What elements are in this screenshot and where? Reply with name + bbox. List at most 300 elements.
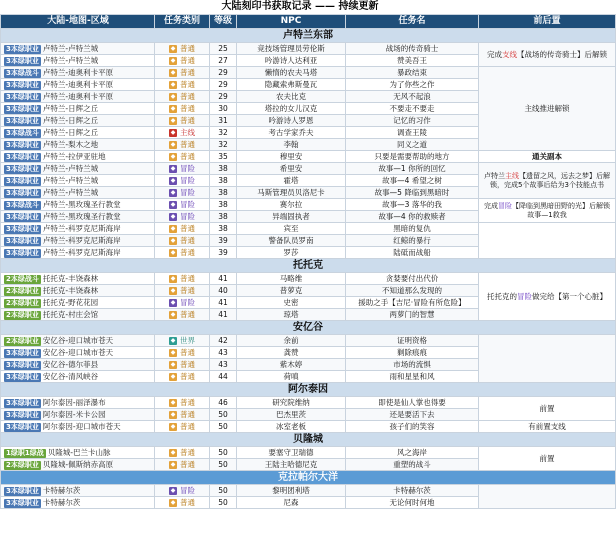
- type-adventure-icon: ◆: [170, 213, 176, 220]
- type-label: 普通: [180, 236, 195, 245]
- area-text: 安亿谷-德尔菲县: [42, 360, 99, 369]
- area-text: 阿尔泰因-迎口城市苍天: [42, 422, 121, 431]
- npc-cell: 吟游诗人达利亚: [237, 55, 346, 67]
- type-cell: [155, 309, 210, 321]
- type-cell: [155, 115, 210, 127]
- quest-cell: 只要是需要帮助的地方: [346, 151, 479, 163]
- records-table: [0, 14, 616, 509]
- npc-cell: 懒惰的农夫马塔: [237, 67, 346, 79]
- type-normal-icon: ◆: [170, 311, 176, 318]
- level-cell: 41: [210, 309, 237, 321]
- npc-cell: 琼塔: [237, 309, 346, 321]
- type-label: 普通: [180, 92, 195, 101]
- type-normal-icon: ◆: [170, 287, 176, 294]
- area-cell: [1, 67, 155, 79]
- level-cell: 41: [210, 273, 237, 285]
- pre-text: 前置: [539, 404, 555, 413]
- pre-text: 托托克的: [487, 292, 517, 301]
- book-count-badge: 2本绿职业: [6, 311, 39, 319]
- level-cell: 32: [210, 139, 237, 151]
- quest-cell: 不要走不要走: [346, 103, 479, 115]
- area-text: 卢特兰-梨木之地: [42, 140, 99, 149]
- quest-cell: 同义之道: [346, 139, 479, 151]
- table-row[interactable]: [1, 163, 616, 175]
- area-text: 卢特兰-黑玫瑰圣行教堂: [42, 212, 121, 221]
- pre-text: 做完给【第一个心脏】: [532, 292, 607, 301]
- type-cell: [155, 211, 210, 223]
- type-normal-icon: ◆: [170, 117, 176, 124]
- book-count-badge: 3本绿职业: [6, 361, 39, 369]
- book-count-badge: 3本绿战斗: [6, 129, 39, 137]
- header-pre: 前后置: [479, 15, 616, 29]
- area-text: 卢特兰-科罗克尼斯海岸: [42, 248, 121, 257]
- area-cell: [1, 359, 155, 371]
- quest-cell: 证明资格: [346, 335, 479, 347]
- area-cell: [1, 103, 155, 115]
- table-row[interactable]: [1, 447, 616, 459]
- quest-cell: 暴政结束: [346, 67, 479, 79]
- npc-cell: 异端固执者: [237, 211, 346, 223]
- level-cell: 31: [210, 115, 237, 127]
- level-cell: 42: [210, 335, 237, 347]
- area-text: 卢特兰-日辉之丘: [42, 116, 99, 125]
- book-count-badge: 3本绿职业: [6, 213, 39, 221]
- table-row[interactable]: [1, 485, 616, 497]
- level-cell: 40: [210, 285, 237, 297]
- book-count-badge: 3本绿职业: [6, 105, 39, 113]
- npc-cell: 穆里安: [237, 151, 346, 163]
- quest-cell: 即使是仙人掌也得要: [346, 397, 479, 409]
- type-cell: [155, 151, 210, 163]
- quest-cell: 故事—5 降临到黑暗时: [346, 187, 479, 199]
- pre-text: 【战场的传奇骑士】后解锁: [517, 50, 607, 59]
- pre-text: 完成: [487, 50, 502, 59]
- area-cell: [1, 79, 155, 91]
- type-normal-icon: ◆: [170, 69, 176, 76]
- npc-cell: 史密: [237, 297, 346, 309]
- book-count-badge: 3本绿职业: [6, 373, 39, 381]
- type-cell: [155, 139, 210, 151]
- quest-cell: 故事—3 落华的我: [346, 199, 479, 211]
- pre-cell: [479, 335, 616, 383]
- quest-cell: 故事—1 你所的回忆: [346, 163, 479, 175]
- type-normal-icon: ◆: [170, 399, 176, 406]
- area-text: 托托克-丰饶森林: [42, 274, 99, 283]
- type-label: 冒险: [180, 200, 195, 209]
- level-cell: 50: [210, 409, 237, 421]
- section-row-beilongcheng: [1, 433, 616, 447]
- header-npc: NPC: [237, 15, 346, 29]
- npc-cell: 希里安: [237, 163, 346, 175]
- npc-cell: 紫木婷: [237, 359, 346, 371]
- area-cell: [1, 199, 155, 211]
- quest-cell: 两萝门的智慧: [346, 309, 479, 321]
- npc-cell: 王陆主哈德尼克: [237, 459, 346, 471]
- type-label: 普通: [180, 310, 195, 319]
- type-normal-icon: ◆: [170, 349, 176, 356]
- area-cell: [1, 485, 155, 497]
- table-row[interactable]: [1, 43, 616, 55]
- quest-cell: 无风不起浪: [346, 91, 479, 103]
- pre-text: 【遗留之风，远去之梦】后解锁，完成5个故事后给为3个技能点书: [490, 171, 610, 189]
- book-count-badge: 1绿职1绿战: [6, 449, 44, 457]
- area-cell: [1, 335, 155, 347]
- type-cell: [155, 497, 210, 509]
- area-text: 卢特兰-日辉之丘: [42, 128, 99, 137]
- type-normal-icon: ◆: [170, 249, 176, 256]
- book-count-badge: 3本绿职业: [6, 349, 39, 357]
- area-text: 托托克-丰饶森林: [42, 286, 99, 295]
- quest-cell: 为了你些之作: [346, 79, 479, 91]
- area-text: 卢特兰-科罗克尼斯海岸: [42, 236, 121, 245]
- book-count-badge: 3本绿职业: [6, 141, 39, 149]
- book-count-badge: 2本绿职业: [6, 287, 39, 295]
- type-cell: [155, 459, 210, 471]
- area-text: 托托克-村庄会馆: [42, 310, 99, 319]
- level-cell: 46: [210, 397, 237, 409]
- table-row[interactable]: [1, 397, 616, 409]
- area-text: 卢特兰-卢特兰城: [42, 164, 99, 173]
- type-cell: [155, 235, 210, 247]
- type-label: 普通: [180, 348, 195, 357]
- type-cell: [155, 223, 210, 235]
- area-cell: [1, 497, 155, 509]
- level-cell: 25: [210, 43, 237, 55]
- level-cell: 30: [210, 103, 237, 115]
- type-label: 冒险: [180, 176, 195, 185]
- area-cell: [1, 409, 155, 421]
- type-label: 普通: [180, 116, 195, 125]
- type-label: 普通: [180, 286, 195, 295]
- quest-cell: 故事—4 你的救赎者: [346, 211, 479, 223]
- area-text: 卢特兰-卢特兰城: [42, 44, 99, 53]
- section-row-anyigu: [1, 321, 616, 335]
- table-row[interactable]: [1, 151, 616, 163]
- type-normal-icon: ◆: [170, 237, 176, 244]
- type-label: 普通: [180, 410, 195, 419]
- table-header: [1, 15, 616, 29]
- pre-cell: [479, 163, 616, 199]
- pre-cell: [479, 223, 616, 259]
- area-text: 托托克-野花花园: [42, 298, 99, 307]
- area-cell: [1, 371, 155, 383]
- npc-cell: 冰室老板: [237, 421, 346, 433]
- book-count-badge: 3本绿职业: [6, 423, 39, 431]
- level-cell: 35: [210, 151, 237, 163]
- npc-cell: 隐藏索弗斯曼瓦: [237, 79, 346, 91]
- quest-cell: 不知道那么发现的: [346, 285, 479, 297]
- section-row-lutelan: [1, 29, 616, 43]
- type-label: 普通: [180, 44, 195, 53]
- pre-cell: [479, 67, 616, 151]
- type-normal-icon: ◆: [170, 361, 176, 368]
- table-row[interactable]: [1, 67, 616, 79]
- area-text: 卢特兰-卢特兰城: [42, 188, 99, 197]
- area-text: 阿尔泰因-米卡公园: [42, 410, 106, 419]
- type-cell: [155, 67, 210, 79]
- type-label: 普通: [180, 152, 195, 161]
- area-cell: [1, 235, 155, 247]
- type-cell: [155, 175, 210, 187]
- type-normal-icon: ◆: [170, 81, 176, 88]
- type-label: 主线: [180, 128, 195, 137]
- area-cell: [1, 139, 155, 151]
- area-cell: [1, 211, 155, 223]
- type-cell: [155, 91, 210, 103]
- pre-text: 卢特兰: [484, 171, 505, 180]
- book-count-badge: 2本绿战斗: [6, 275, 39, 283]
- type-label: 普通: [180, 140, 195, 149]
- type-label: 普通: [180, 224, 195, 233]
- type-label: 冒险: [180, 188, 195, 197]
- type-label: 普通: [180, 56, 195, 65]
- type-label: 冒险: [180, 212, 195, 221]
- level-cell: 38: [210, 163, 237, 175]
- type-cell: [155, 79, 210, 91]
- type-cell: [155, 43, 210, 55]
- quest-cell: 战场的传奇骑士: [346, 43, 479, 55]
- type-label: 普通: [180, 460, 195, 469]
- table-row[interactable]: [1, 335, 616, 347]
- type-cell: [155, 285, 210, 297]
- quest-cell: 黑暗的复仇: [346, 223, 479, 235]
- book-count-badge: 2本绿职业: [6, 337, 39, 345]
- header-quest: 任务名: [346, 15, 479, 29]
- pre-text: 完成: [484, 201, 498, 210]
- npc-cell: 马斯管理员贝洛尼卡: [237, 187, 346, 199]
- level-cell: 41: [210, 297, 237, 309]
- page-title: 大陆刻印书获取记录 —— 持续更新: [0, 0, 600, 14]
- type-normal-icon: ◆: [170, 225, 176, 232]
- type-cell: [155, 273, 210, 285]
- area-cell: [1, 91, 155, 103]
- book-count-badge: 2本绿职业: [6, 299, 39, 307]
- type-label: 普通: [180, 360, 195, 369]
- area-cell: [1, 127, 155, 139]
- type-normal-icon: ◆: [170, 57, 176, 64]
- type-normal-icon: ◆: [170, 141, 176, 148]
- level-cell: 38: [210, 175, 237, 187]
- area-text: 安亿谷-清风峡谷: [42, 372, 99, 381]
- type-label: 冒险: [180, 164, 195, 173]
- level-cell: 29: [210, 91, 237, 103]
- type-cell: [155, 347, 210, 359]
- table-row[interactable]: [1, 421, 616, 433]
- area-cell: [1, 309, 155, 321]
- section-title: 托托克: [1, 259, 616, 273]
- area-text: 贝隆城-佩斯纳赤高原: [42, 460, 114, 469]
- npc-cell: 农夫比克: [237, 91, 346, 103]
- type-label: 普通: [180, 372, 195, 381]
- book-count-badge: 3本绿职业: [6, 249, 39, 257]
- level-cell: 50: [210, 459, 237, 471]
- level-cell: 29: [210, 79, 237, 91]
- pre-cell: [479, 421, 616, 433]
- pre-highlight: 冒险: [498, 201, 512, 210]
- pre-text: 主线推进解锁: [524, 104, 570, 113]
- type-normal-icon: ◆: [170, 93, 176, 100]
- type-normal-icon: ◆: [170, 411, 176, 418]
- quest-cell: 还是要活下去: [346, 409, 479, 421]
- area-text: 卢特兰-科罗克尼斯海岸: [42, 224, 121, 233]
- pre-highlight: 冒险: [517, 292, 532, 301]
- quest-cell: 故事—4 希望之树: [346, 175, 479, 187]
- area-cell: [1, 447, 155, 459]
- section-title: 贝隆城: [1, 433, 616, 447]
- npc-cell: 巴杰里茨: [237, 409, 346, 421]
- type-normal-icon: ◆: [170, 499, 176, 506]
- table-row[interactable]: [1, 273, 616, 285]
- npc-cell: 黎明团利塔: [237, 485, 346, 497]
- type-cell: [155, 371, 210, 383]
- npc-cell: 霍塔: [237, 175, 346, 187]
- quest-cell: 陆砥而战船: [346, 247, 479, 259]
- type-cell: [155, 335, 210, 347]
- quest-cell: 市场的流惧: [346, 359, 479, 371]
- book-count-badge: 3本绿职业: [6, 411, 39, 419]
- level-cell: 27: [210, 55, 237, 67]
- type-cell: [155, 199, 210, 211]
- type-label: 普通: [180, 80, 195, 89]
- quest-cell: 红鲸的暴行: [346, 235, 479, 247]
- book-count-badge: 3本绿职业: [6, 45, 39, 53]
- level-cell: 39: [210, 235, 237, 247]
- quest-cell: 记忆的习作: [346, 115, 479, 127]
- level-cell: 29: [210, 67, 237, 79]
- type-cell: [155, 409, 210, 421]
- type-normal-icon: ◆: [170, 423, 176, 430]
- area-cell: [1, 285, 155, 297]
- table-row[interactable]: [1, 223, 616, 235]
- type-cell: [155, 163, 210, 175]
- area-cell: [1, 347, 155, 359]
- type-normal-icon: ◆: [170, 275, 176, 282]
- area-cell: [1, 223, 155, 235]
- book-count-badge: 3本绿职业: [6, 499, 39, 507]
- level-cell: 44: [210, 371, 237, 383]
- area-cell: [1, 459, 155, 471]
- type-cell: [155, 397, 210, 409]
- quest-cell: 风之海岸: [346, 447, 479, 459]
- type-label: 普通: [180, 448, 195, 457]
- level-cell: 38: [210, 199, 237, 211]
- pre-cell: [479, 273, 616, 321]
- area-text: 卢特兰-迪奥利卡平原: [42, 80, 114, 89]
- section-title: 卢特兰东部: [1, 29, 616, 43]
- type-adventure-icon: ◆: [170, 201, 176, 208]
- pre-cell: [479, 447, 616, 471]
- type-normal-icon: ◆: [170, 45, 176, 52]
- table-row[interactable]: [1, 199, 616, 211]
- quest-cell: 剿除痕痕: [346, 347, 479, 359]
- npc-cell: 竞技场管理员劳伦斯: [237, 43, 346, 55]
- type-cell: [155, 187, 210, 199]
- area-text: 安亿谷-迎口城市苍天: [42, 336, 114, 345]
- type-label: 普通: [180, 248, 195, 257]
- level-cell: 38: [210, 223, 237, 235]
- npc-cell: 龚赞: [237, 347, 346, 359]
- type-adventure-icon: ◆: [170, 487, 176, 494]
- section-row-aertaiyin: [1, 383, 616, 397]
- pre-text: 有前置支线: [528, 422, 566, 431]
- area-cell: [1, 55, 155, 67]
- area-cell: [1, 43, 155, 55]
- type-label: 普通: [180, 104, 195, 113]
- quest-cell: 援助之手【吉尼·冒险有所危险】: [346, 297, 479, 309]
- area-cell: [1, 163, 155, 175]
- npc-cell: 普萝克: [237, 285, 346, 297]
- type-cell: [155, 103, 210, 115]
- type-label: 普通: [180, 274, 195, 283]
- book-count-badge: 3本绿战斗: [6, 201, 39, 209]
- level-cell: 50: [210, 447, 237, 459]
- pre-highlight: 主线: [505, 171, 519, 180]
- npc-cell: 塔拉的女儿汉克: [237, 103, 346, 115]
- book-count-badge: 2本绿职业: [6, 461, 39, 469]
- area-text: 阿尔泰因-丽泽瀑布: [42, 398, 106, 407]
- book-count-badge: 3本绿职业: [6, 189, 39, 197]
- npc-cell: 尼森: [237, 497, 346, 509]
- npc-cell: 吟游诗人罗恩: [237, 115, 346, 127]
- area-cell: [1, 115, 155, 127]
- type-normal-icon: ◆: [170, 373, 176, 380]
- book-count-badge: 3本绿职业: [6, 165, 39, 173]
- area-text: 安亿谷-迎口城市苍天: [42, 348, 114, 357]
- pre-cell: [479, 43, 616, 67]
- book-count-badge: 3本绿职业: [6, 93, 39, 101]
- type-adventure-icon: ◆: [170, 165, 176, 172]
- area-text: 卢特兰-卢特兰城: [42, 176, 99, 185]
- quest-cell: 赞美吾王: [346, 55, 479, 67]
- book-count-badge: 3本绿职业: [6, 117, 39, 125]
- area-text: 卢特兰-日辉之丘: [42, 104, 99, 113]
- level-cell: 50: [210, 497, 237, 509]
- area-cell: [1, 175, 155, 187]
- type-adventure-icon: ◆: [170, 299, 176, 306]
- section-row-kelapaersi: [1, 471, 616, 485]
- section-title: 阿尔泰因: [1, 383, 616, 397]
- header-area: 大陆-地图-区域: [1, 15, 155, 29]
- section-title: 克拉帕尔大洋: [1, 471, 616, 485]
- npc-cell: 考古学家乔夫: [237, 127, 346, 139]
- book-count-badge: 3本绿职业: [6, 153, 39, 161]
- area-text: 卢特兰-拉伊亚驻地: [42, 152, 106, 161]
- type-cell: [155, 55, 210, 67]
- book-count-badge: 3本绿职业: [6, 81, 39, 89]
- area-text: 卢特兰-迪奥利卡平原: [42, 68, 114, 77]
- type-label: 普通: [180, 68, 195, 77]
- npc-cell: 赛尔拉: [237, 199, 346, 211]
- quest-cell: 贪婪要付出代价: [346, 273, 479, 285]
- type-cell: [155, 127, 210, 139]
- type-label: 冒险: [180, 298, 195, 307]
- pre-text: 前置: [539, 454, 555, 463]
- pre-cell: [479, 397, 616, 421]
- type-cell: [155, 421, 210, 433]
- area-text: 卢特兰-迪奥利卡平原: [42, 92, 114, 101]
- section-row-tuotuoke: [1, 259, 616, 273]
- level-cell: 38: [210, 187, 237, 199]
- area-cell: [1, 397, 155, 409]
- npc-cell: 余前: [237, 335, 346, 347]
- type-cell: [155, 297, 210, 309]
- header-type: 任务类别: [155, 15, 210, 29]
- npc-cell: 马略维: [237, 273, 346, 285]
- npc-cell: 研究院维纳: [237, 397, 346, 409]
- area-text: 卡特赫尔茨: [42, 498, 81, 507]
- book-count-badge: 3本绿职业: [6, 225, 39, 233]
- type-label: 冒险: [180, 486, 195, 495]
